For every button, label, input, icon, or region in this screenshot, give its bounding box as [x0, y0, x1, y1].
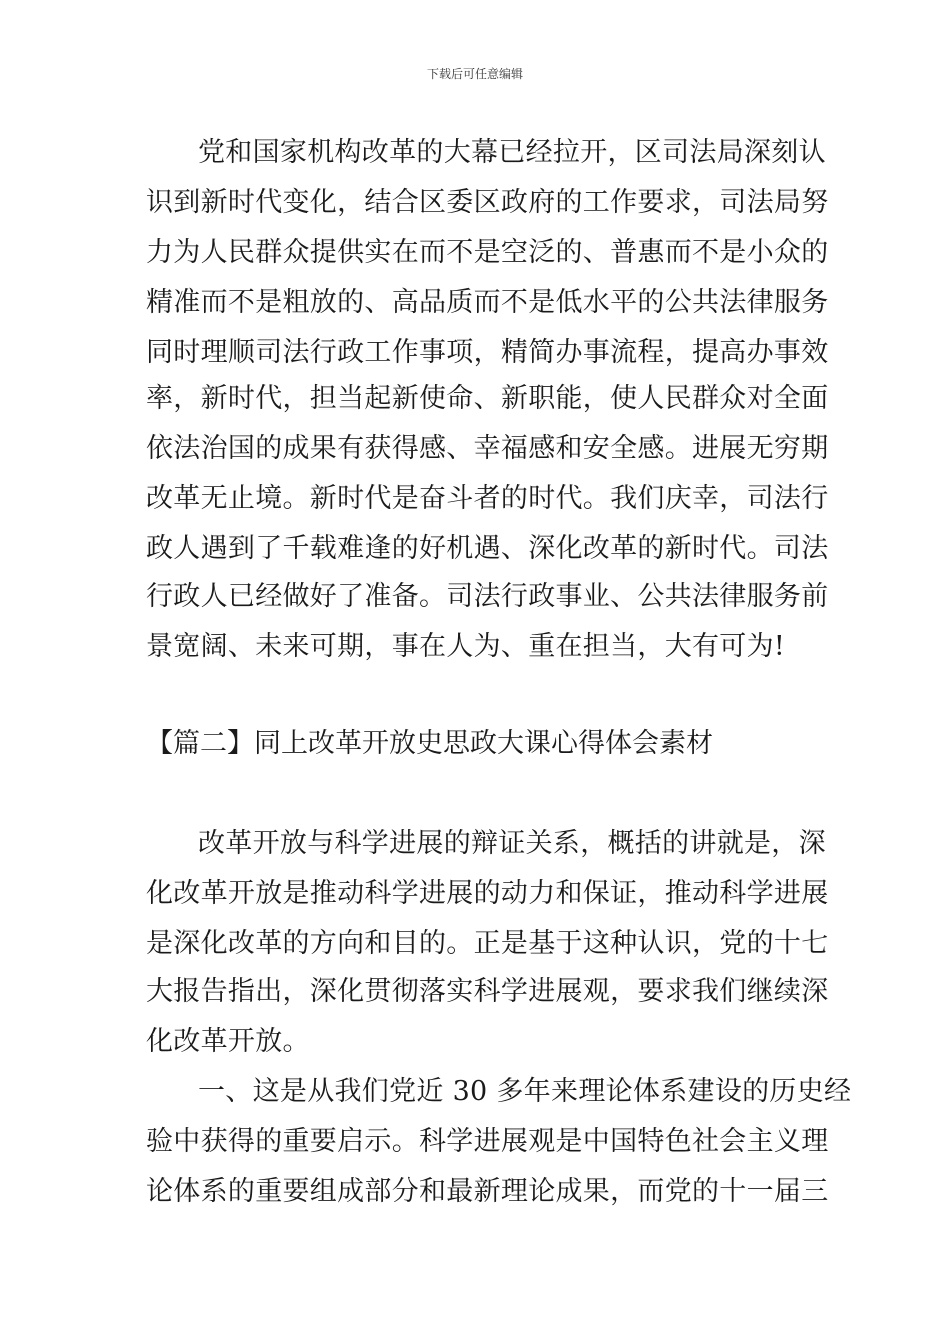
- paragraph-line: 化改革开放。: [146, 1026, 310, 1057]
- paragraph-line: 力为人民群众提供实在而不是空泛的、普惠而不是小众的: [146, 237, 829, 268]
- paragraph-line: 精准而不是粗放的、高品质而不是低水平的公共法律服务: [146, 287, 829, 318]
- paragraph-line: 景宽阔、未来可期，事在人为、重在担当，大有可为!: [146, 631, 786, 662]
- paragraph-line: 是深化改革的方向和目的。正是基于这种认识，党的十七: [146, 928, 829, 959]
- header-note: 下载后可任意编辑: [426, 67, 523, 81]
- paragraph-line: 改革无止境。新时代是奋斗者的时代。我们庆幸，司法行: [146, 483, 829, 514]
- paragraph-line: 行政人已经做好了准备。司法行政事业、公共法律服务前: [146, 581, 829, 612]
- paragraph-line: 依法治国的成果有获得感、幸福感和安全感。进展无穷期: [146, 433, 829, 464]
- paragraph-line: 化改革开放是推动科学进展的动力和保证，推动科学进展: [146, 878, 829, 909]
- section-heading: 【篇二】同上改革开放史思政大课心得体会素材: [146, 728, 713, 759]
- paragraph-line: 改革开放与科学进展的辩证关系，概括的讲就是，深: [198, 828, 826, 859]
- paragraph-line: 率，新时代，担当起新使命、新职能，使人民群众对全面: [146, 383, 829, 414]
- paragraph-line: 验中获得的重要启示。科学进展观是中国特色社会主义理: [146, 1126, 829, 1157]
- paragraph-line: 大报告指出，深化贯彻落实科学进展观，要求我们继续深: [146, 976, 829, 1007]
- paragraph-line: 识到新时代变化，结合区委区政府的工作要求，司法局努: [146, 187, 829, 218]
- paragraph-line: 党和国家机构改革的大幕已经拉开，区司法局深刻认: [198, 137, 826, 168]
- paragraph-line: 同时理顺司法行政工作事项，精简办事流程，提高办事效: [146, 337, 829, 368]
- paragraph-line: 一、这是从我们党近 30 多年来理论体系建设的历史经: [198, 1076, 852, 1107]
- paragraph-line: 论体系的重要组成部分和最新理论成果，而党的十一届三: [146, 1176, 829, 1207]
- paragraph-line: 政人遇到了千载难逢的好机遇、深化改革的新时代。司法: [146, 533, 829, 564]
